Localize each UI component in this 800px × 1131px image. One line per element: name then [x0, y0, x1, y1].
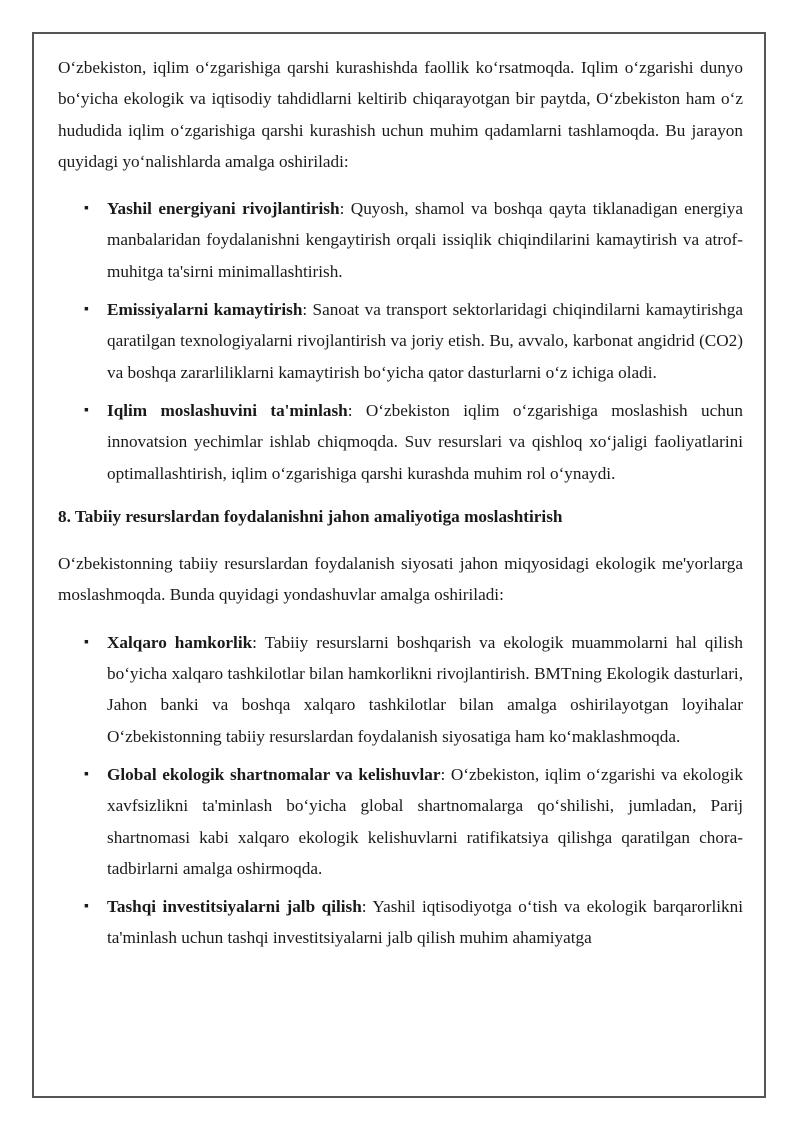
bullet-icon: ▪	[84, 201, 89, 217]
list-item	[58, 759, 743, 884]
bullet-list-global-practice	[58, 627, 743, 954]
bullet-icon: ▪	[84, 634, 89, 650]
list-item-text: : Quyosh, shamol va boshqa qayta tiklanadigan energiya manbalaridan foydalanishni kengaytirish orqali issiqlik chiqindilarini kamaytirish va atrof-muhitga ta'sirni minimallashtirish.	[107, 199, 743, 281]
list-item-text: : O‘zbekiston iqlim o‘zgarishiga moslashish uchun innovatsion yechimlar ishlab chiqmoqda. Suv resurslari va qishloq xo‘jaligi faoliyatlarini optimallashtirish, iqlim o‘zgarishiga qarshi kurashda muhim rol o‘ynaydi.	[107, 400, 743, 483]
intro-paragraph: O‘zbekiston, iqlim o‘zgarishiga qarshi kurashishda faollik ko‘rsatmoqda. Iqlim o‘zgarishi dunyo bo‘yicha ekologik va iqtisodiy tahdidlarni keltirib chiqarayotgan bir paytda, O‘zbekiston ham o‘z hududida iqlim o‘zgarishiga qarshi kurashish uchun muhim qadamlarni tashlamoqda. Bu jarayon quyidagi yo‘nalishlarda amalga oshiriladi:	[58, 58, 743, 171]
page-frame	[32, 32, 766, 1098]
list-item	[58, 193, 743, 287]
bullet-icon: ▪	[84, 302, 89, 318]
section-intro-paragraph: O‘zbekistonning tabiiy resurslardan foydalanish siyosati jahon miqyosidagi ekologik me'yorlarga moslashmoqda. Bunda quyidagi yondashuvlar amalga oshiriladi:	[58, 554, 743, 605]
list-item-term: Tashqi investitsiyalarni jalb qilish	[107, 897, 362, 917]
list-item-term: Emissiyalarni kamaytirish	[107, 300, 303, 320]
list-item	[58, 294, 743, 388]
list-item	[58, 627, 743, 752]
list-item-term: Yashil energiyani rivojlantirish	[107, 199, 340, 219]
list-item-text: : O‘zbekiston, iqlim o‘zgarishi va ekologik xavfsizlikni ta'minlash bo‘yicha global shartnomalarga qo‘shilishi, jumladan, Parij shartnomasi kabi xalqaro ekologik kelishuvlarni ratifikatsiya qilishga qaratilgan chora-tadbirlarni amalga oshirmoqda.	[107, 764, 743, 878]
list-item	[58, 395, 743, 489]
list-item	[58, 891, 743, 954]
list-item-term: Xalqaro hamkorlik	[107, 632, 253, 652]
bullet-icon: ▪	[84, 899, 89, 915]
list-item-term: Global ekologik shartnomalar va kelishuvlar	[107, 764, 441, 784]
list-item-term: Iqlim moslashuvini ta'minlash	[107, 400, 348, 420]
document-body	[58, 52, 743, 966]
list-item-text: : Yashil iqtisodiyotga o‘tish va ekologik barqarorlikni ta'minlash uchun tashqi investitsiyalarni jalb qilish muhim ahamiyatga	[107, 897, 743, 948]
list-item-text: : Tabiiy resurslarni boshqarish va ekologik muammolarni hal qilish bo‘yicha xalqaro tashkilotlar bilan hamkorlikni rivojlantirish. BMTning Ekologik dasturlari, Jahon banki va boshqa xalqaro tashkilotlar bilan amalga oshirilayotgan loyihalar O‘zbekistonning tabiiy resurslardan foydalanish siyosatiga ham ko‘maklashmoqda.	[107, 632, 743, 746]
bullet-icon: ▪	[84, 402, 89, 418]
bullet-icon: ▪	[84, 766, 89, 782]
list-item-text: : Sanoat va transport sektorlaridagi chiqindilarni kamaytirishga qaratilgan texnologiyalarni rivojlantirish va joriy etish. Bu, avvalo, karbonat angidrid (CO2) va boshqa zararliliklarni kamaytirish bo‘yicha qator dasturlarni o‘z ichiga oladi.	[107, 300, 743, 382]
section-heading: 8. Tabiiy resurslardan foydalanishni jahon amaliyotiga moslashtirish	[58, 506, 563, 526]
bullet-list-climate	[58, 193, 743, 489]
